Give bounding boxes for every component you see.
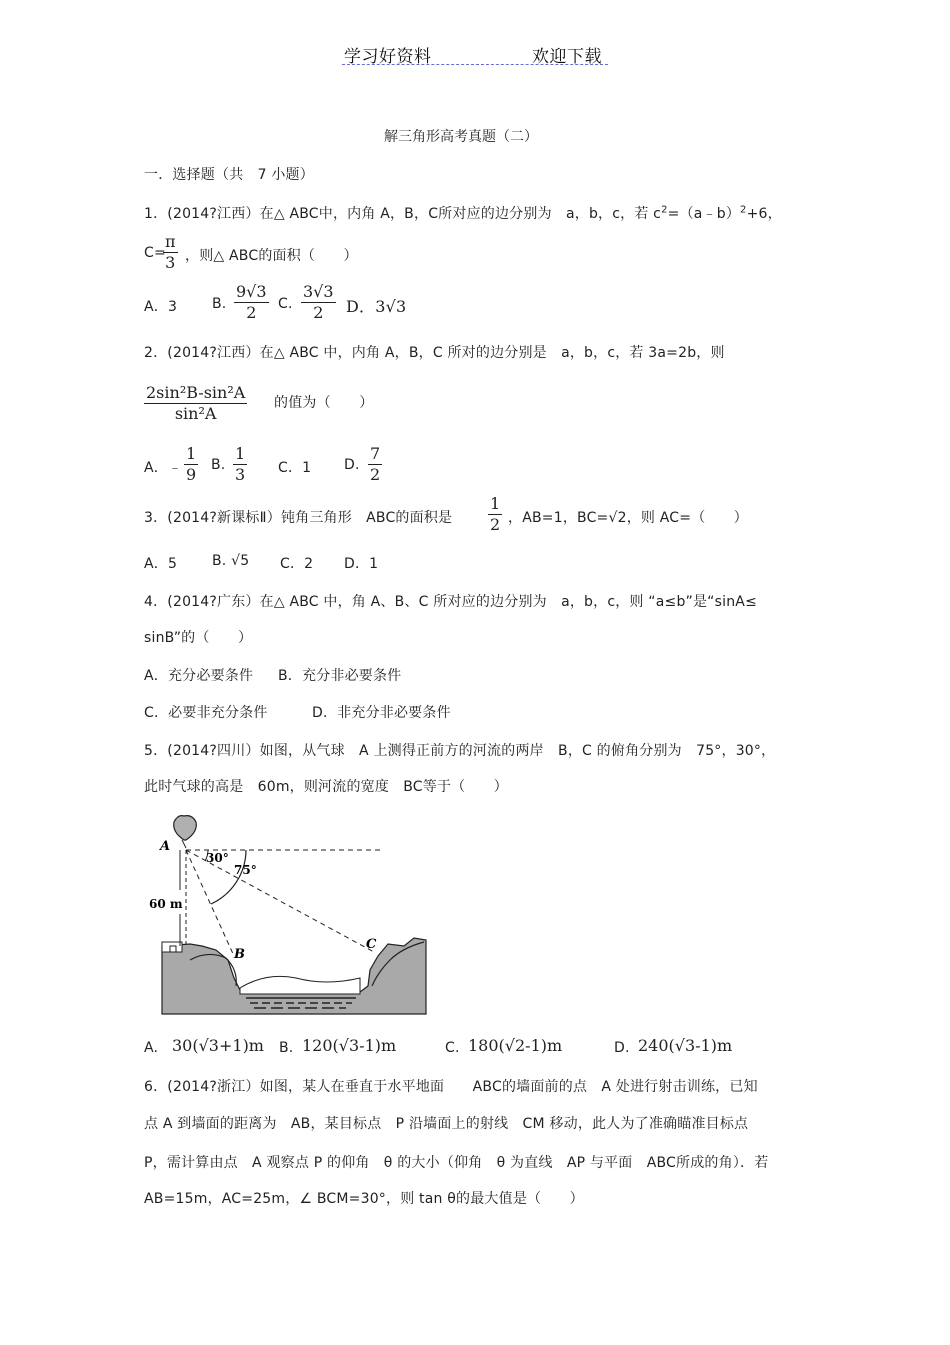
q5-option-d-value: 240(√3-1)m [638,1036,733,1055]
q4-line2: sinB”的（ ） [144,630,253,646]
q1-option-b-label: B. [212,296,227,312]
q2-option-a-fraction: $\frac{1}{9}$ [186,444,197,484]
q5-option-b-label: B. [279,1040,294,1056]
q4-line1: 4．(2014?广东）在△ ABC 中，角 A、B、C 所对应的边分别为 a，b，c，则 “a≤b”是“sinA≤ [144,594,757,610]
sight-line-b [186,850,234,956]
q5-option-a-label: A. [144,1040,159,1056]
q6-line3: P，需计算由点 A 观察点 P 的仰角 θ 的大小（仰角 θ 为直线 AP 与平面 ABC所成的角）．若 [144,1155,769,1171]
header-divider [342,64,608,65]
q2-fraction: $\frac{\text{2sin²B-sin²A}}{\text{sin²A}}$ [146,383,246,423]
q5-option-c-label: C. [445,1040,460,1056]
q1-option-b-fraction: $\frac{9√3}{2}$ [236,282,267,322]
q4-option-a: A．充分必要条件 [144,668,254,684]
label-height: 60 m [149,897,183,911]
q2-suffix: 的值为（ ） [274,395,374,411]
q5-option-b-value: 120(√3-1)m [302,1036,397,1055]
label-angle-30: 30° [206,851,229,865]
sight-line-c [186,850,374,952]
q6-line1: 6．(2014?浙江）如图，某人在垂直于水平地面 ABC的墙面前的点 A 处进行射击训练，已知 [144,1079,758,1095]
balloon-string [182,840,186,848]
q3-suffix: ，AB=1，BC=√2，则 AC=（ ） [508,510,748,526]
header-left: 学习好资料 [344,47,432,67]
q4-option-b: B．充分非必要条件 [278,668,402,684]
label-a: A [160,839,171,854]
q2-option-a-label: A．﹣ [144,460,183,476]
q1-option-c-label: C. [278,296,293,312]
base-building [162,942,182,952]
q6-line2: 点 A 到墙面的距离为 AB，某目标点 P 沿墙面上的射线 CM 移动，此人为了准确瞄准目标点 [144,1116,749,1132]
q1-option-c-fraction: $\frac{3√3}{2}$ [303,282,334,322]
q3-option-b: B. √5 [212,553,250,569]
q3-area-fraction: $\frac{1}{2}$ [490,494,501,534]
balloon [174,816,197,840]
q2-option-d-fraction: $\frac{7}{2}$ [370,444,381,484]
q2-option-b-label: B. [211,457,226,473]
section-heading: 一．选择题（共 7 小题） [144,167,314,183]
q5-option-a-value: 30(√3+1)m [172,1036,264,1055]
q6-line4: AB=15m，AC=25m，∠ BCM=30°，则 tan θ的最大值是（ ） [144,1191,584,1207]
q5-option-c-value: 180(√2-1)m [468,1036,563,1055]
q1-c-fraction: $\frac{\pi}{3}$ [165,232,176,272]
q5-line2: 此时气球的高是 60m，则河流的宽度 BC等于（ ） [144,779,508,795]
q3-prefix: 3．(2014?新课标Ⅱ）钝角三角形 ABC的面积是 [144,510,453,526]
q3-option-a: A．5 [144,556,178,572]
q5-line1: 5．(2014?四川）如图，从气球 A 上测得正前方的河流的两岸 B，C 的俯角分别为 75°，30°， [144,743,776,759]
q3-option-d: D．1 [344,556,379,572]
q2-line1: 2．(2014?江西）在△ ABC 中，内角 A，B，C 所对的边分别是 a，b，c，若 3a=2b，则 [144,345,725,361]
q3-option-c: C．2 [280,556,314,572]
q5-option-d-label: D. [614,1040,630,1056]
river-water [240,976,360,994]
q2-option-c: C．1 [278,460,312,476]
q1-option-d: D．3√3 [346,297,407,316]
q1-line2-suffix: ，则△ ABC的面积（ ） [185,248,358,264]
header-right: 欢迎下载 [532,47,602,67]
q4-option-c: C．必要非充分条件 [144,705,268,721]
label-angle-75: 75° [234,863,257,877]
q1-line1: 1．(2014?江西）在△ ABC中，内角 A，B，C所对应的边分别为 a，b，c，若 $c^2=(a﹣b)^2+6$， [144,204,782,222]
q5-balloon-river-figure [146,810,432,1018]
q1-option-a: A．3 [144,299,178,315]
q2-option-b-fraction: $\frac{1}{3}$ [235,444,246,484]
q2-option-d-label: D. [344,457,360,473]
q4-option-d: D．非充分非必要条件 [312,705,451,721]
q1-c-prefix: C= [144,245,166,261]
page-title: 解三角形高考真题（二） [384,129,538,145]
label-b: B [234,947,245,962]
label-c: C [366,937,377,952]
